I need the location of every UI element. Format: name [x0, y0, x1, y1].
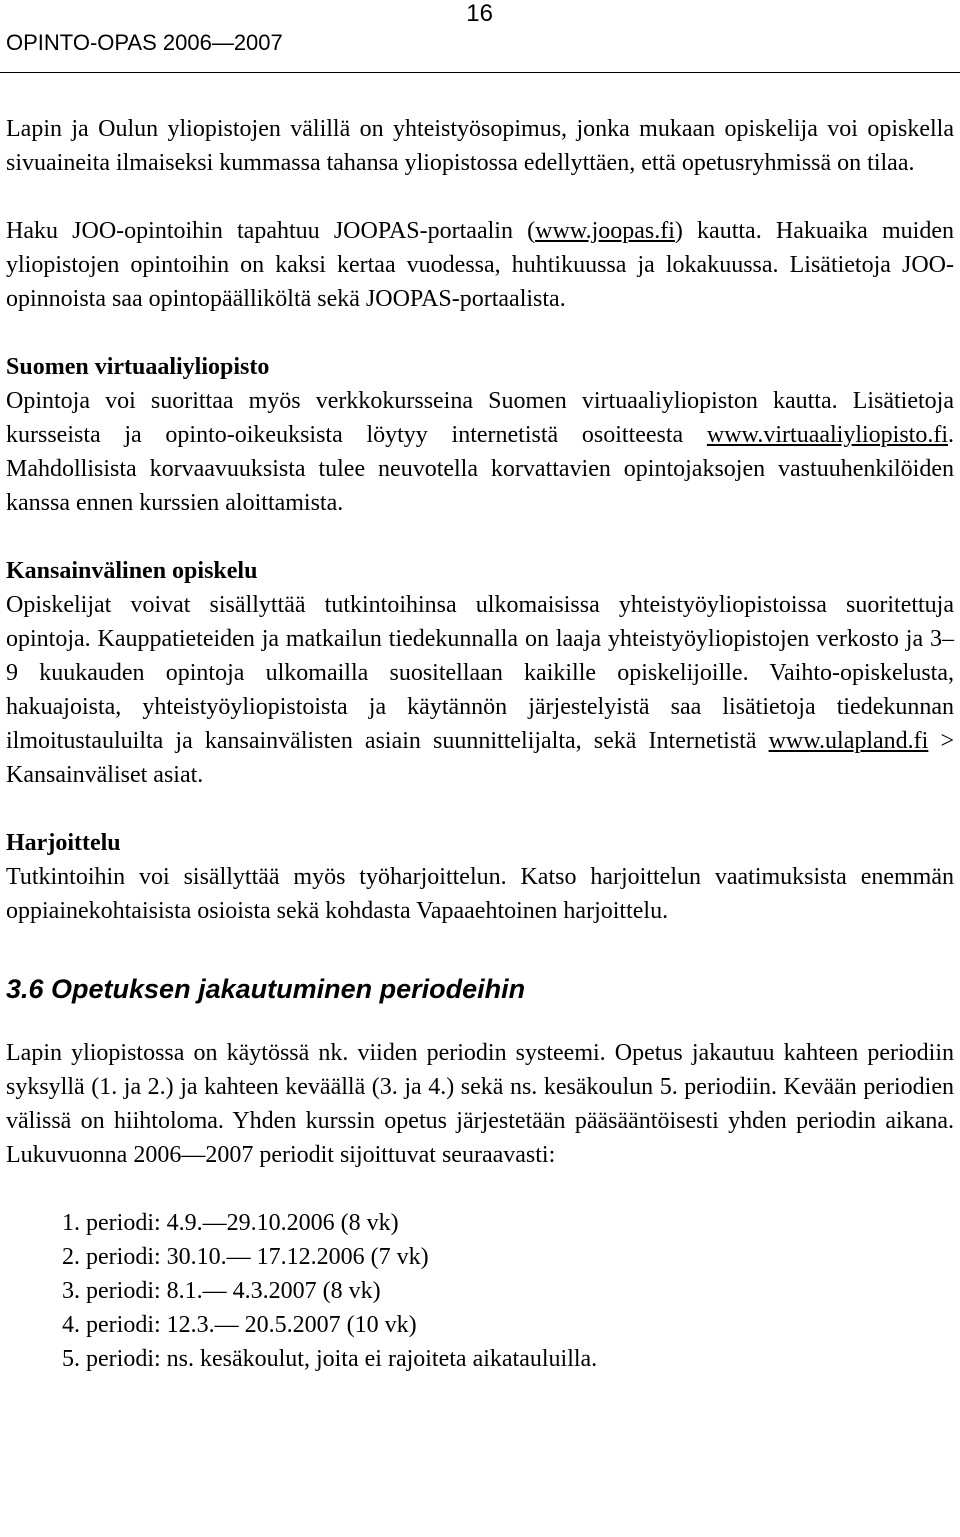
paragraph-joo-application [6, 214, 954, 316]
heading-kansainvalinen: Kansainvälinen opiskelu [6, 558, 258, 584]
joo-application-text: Haku JOO-opintoihin tapahtuu JOOPAS-portaalin ( [6, 218, 536, 244]
virtuaali-text-end: . Mahdollisista korvaavuuksista tulee neuvotella korvattavien opintojaksojen vastuuhenkilöiden kanssa ennen kurssien aloittamista. [6, 422, 954, 516]
page-header [0, 0, 960, 75]
heading-harjoittelu: Harjoittelu [6, 830, 121, 856]
list-item: 5. periodi: ns. kesäkoulut, joita ei rajoiteta aikatauluilla. [62, 1346, 598, 1372]
virtuaaliyliopisto-link[interactable]: www.virtuaaliyliopisto.fi [706, 422, 948, 448]
joopas-link[interactable]: www.joopas.fi [535, 218, 675, 244]
kv-text-end: > Kansainväliset asiat. [6, 728, 954, 788]
list-item: 4. periodi: 12.3.— 20.5.2007 (10 vk) [62, 1312, 417, 1338]
paragraph-virtuaaliyliopisto [6, 384, 954, 520]
page-number: 16 [466, 0, 493, 27]
header-rule [0, 72, 960, 73]
list-item: 2. periodi: 30.10.— 17.12.2006 (7 vk) [62, 1244, 429, 1270]
heading-virtuaaliyliopisto: Suomen virtuaaliyliopisto [6, 354, 270, 380]
page-body [6, 112, 954, 1376]
period-list [6, 1206, 954, 1376]
section-title: 3.6 Opetuksen jakautuminen periodeihin [6, 974, 526, 1004]
joo-application-text-end: ) kautta. Hakuaika muiden yliopistojen opintoihin on kaksi kertaa vuodessa, huhtikuussa ja lokakuussa. Lisätietoja JOO-opinnoista saa opintopäälliköltä sekä JOOPAS-portaalista. [6, 218, 955, 312]
paragraph-harjoittelu: Tutkintoihin voi sisällyttää myös työharjoittelun. Katso harjoittelun vaatimuksista enemmän oppiainekohtaisista osioista sekä kohdasta Vapaaehtoinen harjoittelu. [6, 864, 954, 924]
list-item: 1. periodi: 4.9.—29.10.2006 (8 vk) [62, 1210, 399, 1236]
ulapland-link[interactable]: www.ulapland.fi [768, 728, 929, 754]
paragraph-periods: Lapin yliopistossa on käytössä nk. viiden periodin systeemi. Opetus jakautuu kahteen periodiin syksyllä (1. ja 2.) ja kahteen keväällä (3. ja 4.) sekä ns. kesäkoulun 5. periodiin. Kevään periodien välissä on hiihtoloma. Yhden kurssin opetus järjestetään pääsääntöisesti yhden periodin aikana. Lukuvuonna 2006—2007 periodit sijoittuvat seuraavasti: [6, 1040, 954, 1168]
running-title: OPINTO-OPAS 2006—2007 [6, 30, 283, 55]
paragraph-kansainvalinen [6, 588, 954, 792]
kv-text: Opiskelijat voivat sisällyttää tutkintoihinsa ulkomaisissa yhteistyöyliopistoissa suoritettuja opintoja. Kauppatieteiden ja matkailun tiedekunnalla on laaja yhteistyöyliopistojen verkosto ja 3–9 kuukauden opintoja ulkomailla suositellaan kaikille opiskelijoille. Vaihto-opiskelusta, hakuajoista, yhteistyöyliopistoista ja käytännön järjestelyistä saa lisätietoja tiedekunnan ilmoitustauluilta ja kansainvälisten asiain suunnittelijalta, sekä Internetistä [6, 592, 954, 754]
paragraph-joo-agreement: Lapin ja Oulun yliopistojen välillä on yhteistyösopimus, jonka mukaan opiskelija voi opiskella sivuaineita ilmaiseksi kummassa tahansa yliopistossa edellyttäen, että opetusryhmissä on tilaa. [6, 116, 954, 176]
virtuaali-text: Opintoja voi suorittaa myös verkkokursseina Suomen virtuaaliyliopiston kautta. Lisätietoja kursseista ja opinto-oikeuksista löytyy internetistä osoitteesta [6, 388, 954, 448]
list-item: 3. periodi: 8.1.— 4.3.2007 (8 vk) [62, 1278, 381, 1304]
